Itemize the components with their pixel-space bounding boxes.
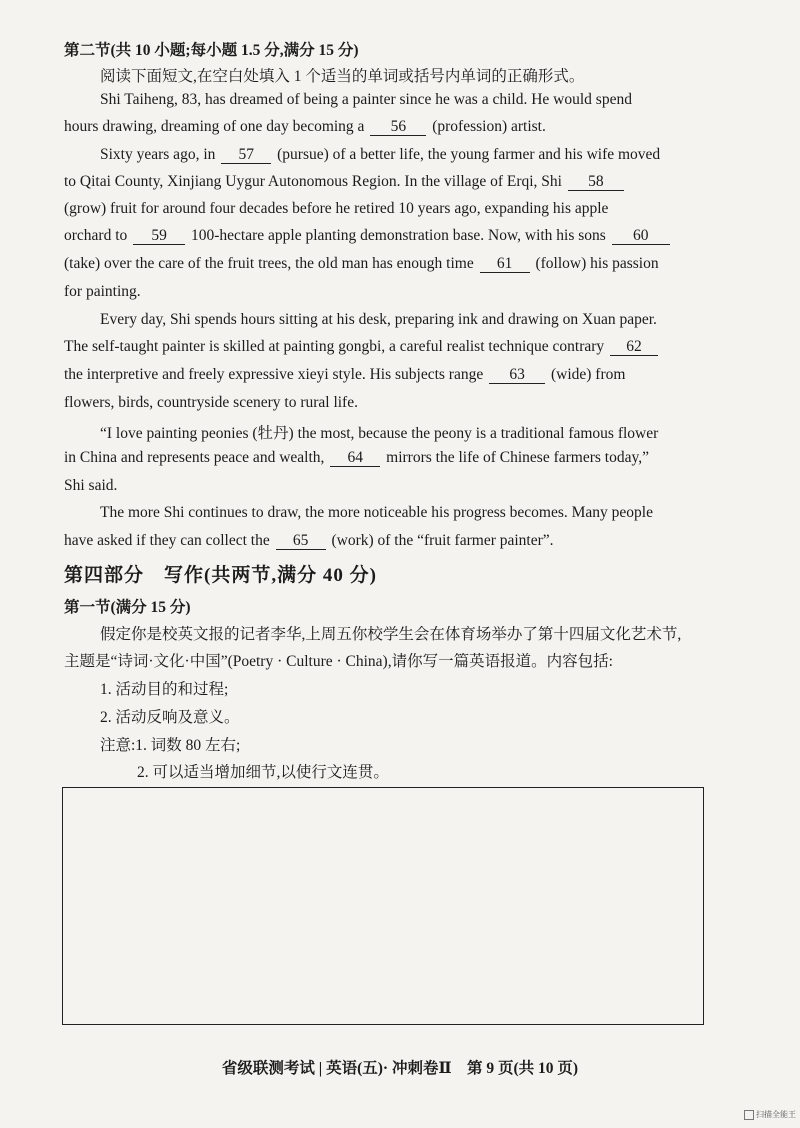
passage-text: (take) over the care of the fruit trees, the old man has enough time: [64, 255, 474, 272]
blank-60[interactable]: 60: [612, 228, 670, 245]
passage-line: [64, 477, 117, 495]
passage-line: [100, 504, 653, 522]
blank-56[interactable]: 56: [370, 119, 426, 136]
passage-text: Shi said.: [64, 477, 118, 494]
passage-text: Every day, Shi spends hours sitting at his desk, preparing ink and drawing on Xuan paper.: [100, 311, 657, 328]
passage-line: [64, 255, 659, 273]
passage-text: the interpretive and freely expressive xieyi style. His subjects range: [64, 366, 484, 383]
passage-line: [64, 91, 738, 109]
passage-text: for painting.: [64, 283, 141, 300]
blank-58[interactable]: 58: [568, 174, 624, 191]
answer-box[interactable]: [62, 787, 704, 1025]
passage-text: flowers, birds, countryside scenery to rural life.: [64, 394, 358, 411]
blank-64[interactable]: 64: [330, 450, 380, 467]
blank-63[interactable]: 63: [489, 367, 545, 384]
passage-text: (work) of the “fruit farmer painter”.: [331, 532, 554, 549]
writing-section1-header: 第一节(满分 15 分): [64, 599, 191, 616]
writing-requirement: 1. 活动目的和过程;: [100, 681, 229, 698]
passage-line: [64, 449, 649, 467]
blank-59[interactable]: 59: [133, 228, 185, 245]
passage-line: [64, 366, 625, 384]
passage-text: “I love painting peonies (牡丹) the most, because the peony is a traditional famous flower: [100, 425, 659, 442]
writing-note: 2. 可以适当增加细节,以使行文连贯。: [137, 764, 389, 781]
scanner-watermark: [744, 1109, 796, 1120]
section2-instruction: 阅读下面短文,在空白处填入 1 个适当的单词或括号内单词的正确形式。: [100, 68, 585, 85]
passage-text: (wide) from: [550, 366, 626, 383]
part4-title: 第四部分 写作(共两节,满分 40 分): [64, 565, 377, 586]
passage-text: to Qitai County, Xinjiang Uygur Autonomous Region. In the village of Erqi, Shi: [64, 173, 562, 190]
passage-text: orchard to: [64, 227, 128, 244]
passage-text: (profession) artist.: [432, 118, 546, 135]
passage-text: mirrors the life of Chinese farmers today,”: [386, 449, 649, 466]
passage-text: The self-taught painter is skilled at painting gongbi, a careful realist technique contrary: [64, 338, 605, 355]
passage-line: [64, 338, 660, 356]
passage-line: [64, 283, 141, 301]
blank-61[interactable]: 61: [480, 256, 530, 273]
passage-line: [100, 421, 658, 443]
passage-line: [64, 200, 608, 218]
passage-text: 100-hectare apple planting demonstration base. Now, with his sons: [191, 227, 606, 244]
passage-text: (grow) fruit for around four decades before he retired 10 years ago, expanding his apple: [64, 200, 609, 217]
passage-line: [100, 146, 660, 164]
passage-text: (follow) his passion: [535, 255, 659, 272]
passage-text: The more Shi continues to draw, the more noticeable his progress becomes. Many people: [100, 504, 653, 521]
passage-text: in China and represents peace and wealth,: [64, 449, 325, 466]
section2-header: 第二节(共 10 小题;每小题 1.5 分,满分 15 分): [64, 42, 359, 59]
passage-line: [100, 311, 657, 329]
blank-57[interactable]: 57: [221, 147, 271, 164]
passage-text: hours drawing, dreaming of one day becoming a: [64, 118, 365, 135]
writing-prompt-line: 假定你是校英文报的记者李华,上周五你校学生会在体育场举办了第十四届文化艺术节,: [100, 626, 682, 643]
passage-line: [64, 227, 672, 245]
passage-text: have asked if they can collect the: [64, 532, 270, 549]
blank-62[interactable]: 62: [610, 339, 658, 356]
passage-text: (pursue) of a better life, the young farmer and his wife moved: [277, 146, 661, 163]
scanner-watermark-text: 扫描全能王: [756, 1110, 796, 1119]
passage-line: [64, 118, 546, 136]
passage-line: [64, 532, 554, 550]
passage-text: Shi Taiheng, 83, has dreamed of being a painter since he was a child. He would spend: [100, 91, 632, 108]
passage-text: Sixty years ago, in: [100, 146, 216, 163]
passage-line: [64, 394, 358, 412]
writing-note: 注意:1. 词数 80 左右;: [100, 737, 241, 754]
writing-requirement: 2. 活动反响及意义。: [100, 709, 240, 726]
blank-65[interactable]: 65: [276, 533, 326, 550]
page-footer: 省级联测考试 | 英语(五)· 冲刺卷Ⅱ 第 9 页(共 10 页): [221, 1060, 579, 1077]
scanner-logo-icon: [744, 1110, 754, 1120]
passage-line: [64, 173, 626, 191]
writing-prompt-line: 主题是“诗词·文化·中国”(Poetry · Culture · China),请你写一篇英语报道。内容包括:: [64, 653, 613, 670]
